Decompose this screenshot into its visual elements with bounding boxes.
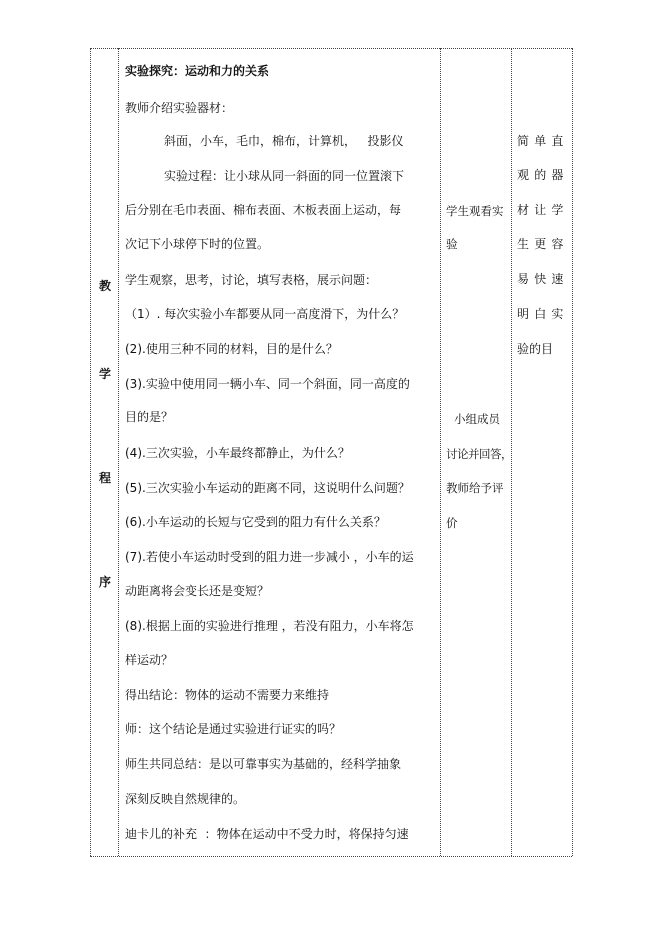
stage-label-char: 学 xyxy=(98,367,111,381)
question-line: 目的是？ xyxy=(125,410,174,424)
purpose-line: 材让学 xyxy=(517,203,569,217)
table-border-left xyxy=(90,48,91,856)
question-line: 样运动？ xyxy=(125,653,174,667)
purpose-line: 生更容 xyxy=(517,237,569,251)
content-line: 得出结论：物体的运动不需要力来维持 xyxy=(125,688,330,702)
purpose-line: 观的器 xyxy=(517,168,569,182)
table-divider-1 xyxy=(118,48,119,856)
section-title: 实验探究：运动和力的关系 xyxy=(125,64,270,78)
table-divider-2 xyxy=(440,48,441,856)
content-line: 深刻反映自然规律的。 xyxy=(125,792,246,806)
activity-line: 小组成员 xyxy=(454,412,500,426)
purpose-line: 易快速 xyxy=(517,272,569,286)
table-bottom-border xyxy=(90,856,572,857)
question-line: (6).小车运动的长短与它受到的阻力有什么关系？ xyxy=(125,515,386,529)
activity-line: 验 xyxy=(446,237,458,251)
question-line: (8).根据上面的实验进行推理 ，若没有阻力，小车将怎 xyxy=(125,619,414,633)
content-line: 迪卡儿的补充 ：物体在运动中不受力时，将保持匀速 xyxy=(125,827,409,841)
content-line: 师生共同总结：是以可靠事实为基础的，经科学抽象 xyxy=(125,757,402,771)
content-line: 后分别在毛巾表面、棉布表面、木板表面上运动，每 xyxy=(125,203,402,217)
purpose-line: 验的目 xyxy=(517,342,554,356)
stage-label-char: 教 xyxy=(98,279,111,293)
question-line: (4).三次实验，小车最终都静止，为什么？ xyxy=(125,446,350,460)
content-line: 师：这个结论是通过实验进行证实的吗？ xyxy=(125,722,342,736)
activity-line: 教师给予评 xyxy=(446,481,504,495)
activity-line: 讨论并回答， xyxy=(446,447,512,461)
purpose-line: 明白实 xyxy=(517,307,569,321)
stage-label-char: 序 xyxy=(98,575,111,589)
purpose-line: 简单直 xyxy=(517,134,569,148)
question-line: (5).三次实验小车运动的距离不同，这说明什么问题？ xyxy=(125,481,410,495)
question-line: 动距离将会变长还是变短？ xyxy=(125,584,270,598)
table-border-right xyxy=(572,48,573,856)
content-line: 教师介绍实验器材： xyxy=(125,101,234,115)
question-line: (7).若使小车运动时受到的阻力进一步减小 ，小车的运 xyxy=(125,550,414,564)
stage-label-char: 程 xyxy=(98,471,111,485)
content-line: 斜面，小车，毛巾，棉布，计算机， 投影仪 xyxy=(164,134,404,148)
activity-line: 价 xyxy=(446,516,458,530)
question-line: (3).实验中使用同一辆小车、同一个斜面，同一高度的 xyxy=(125,377,410,391)
activity-line: 学生观看实 xyxy=(446,204,504,218)
question-line: (2).使用三种不同的材料，目的是什么？ xyxy=(125,342,338,356)
table-top-border xyxy=(90,48,572,49)
content-line: 次记下小球停下时的位置。 xyxy=(125,237,270,251)
content-line: 实验过程：让小球从同一斜面的同一位置滚下 xyxy=(164,169,405,183)
content-line: 学生观察，思考，讨论，填写表格，展示问题： xyxy=(125,273,378,287)
question-line: （1）. 每次实验小车都要从同一高度滑下，为什么？ xyxy=(125,307,405,321)
